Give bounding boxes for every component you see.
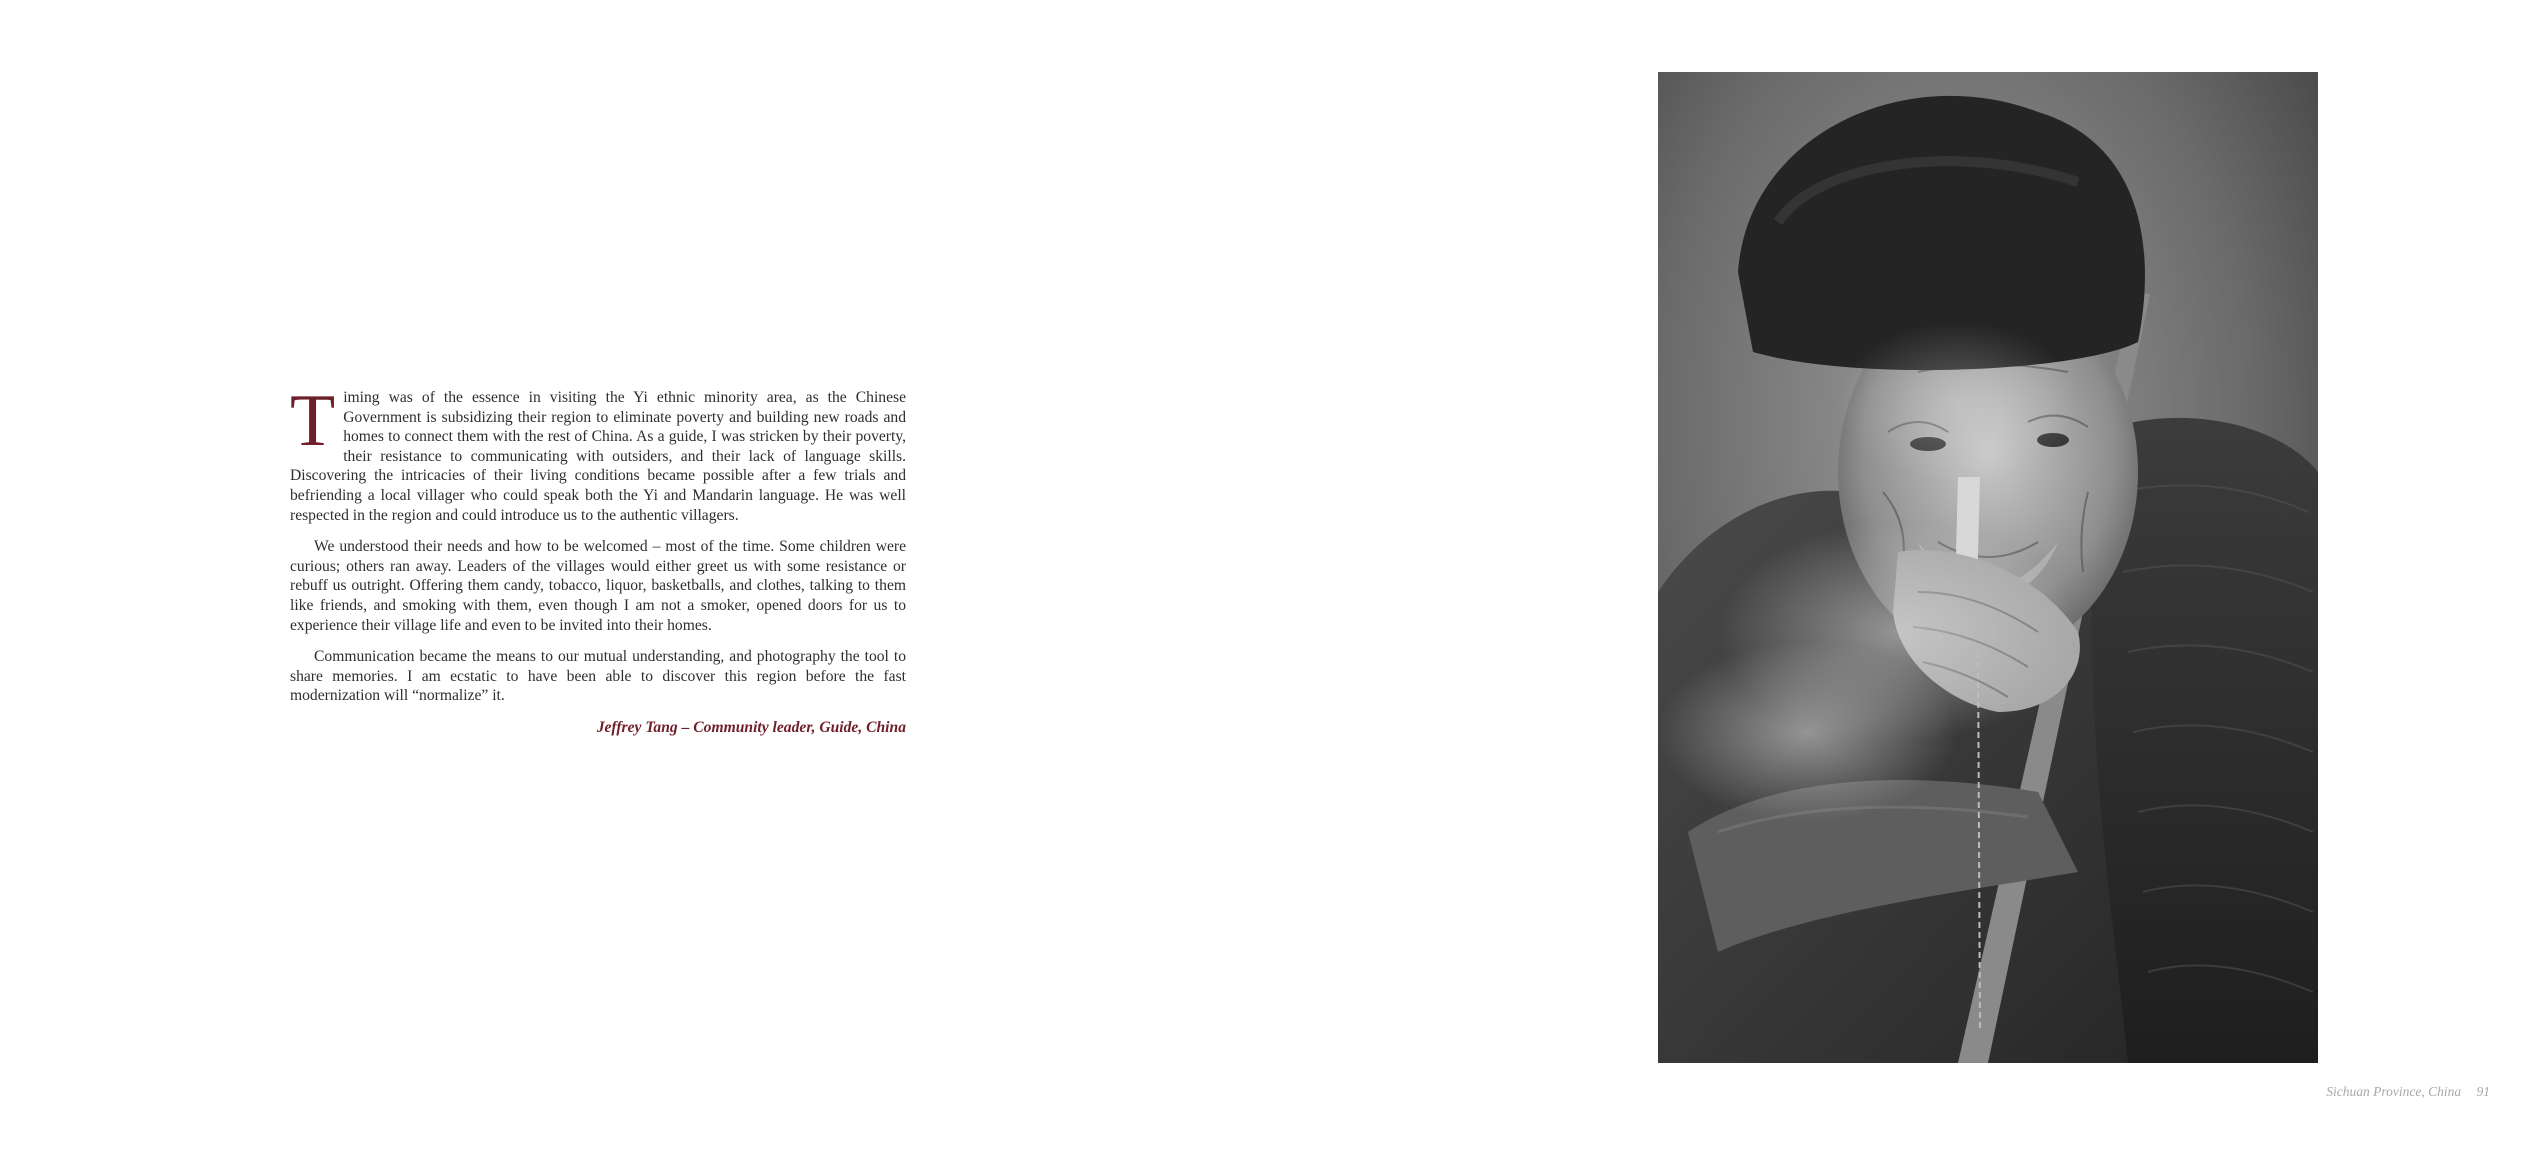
drop-cap: T — [290, 380, 336, 462]
paragraph-1 — [290, 380, 906, 525]
portrait-photo — [1658, 72, 2318, 1063]
page-number: 91 — [2476, 1084, 2490, 1099]
paragraph-1-text: iming was of the essence in visiting the Yi ethnic minority area, as the Chinese Government is subsidizing their region to eliminate poverty and building new roads and homes to connect them with the rest of China. As a guide, I was stricken by their poverty, their resistance to communicating with outsiders, and their lack of language skills. Discovering the intricacies of their living conditions became possible after a few trials and befriending a local villager who could speak both the Yi and Mandarin language. He was well respected in the region and could introduce us to the authentic villagers. — [290, 389, 906, 524]
portrait-image — [1658, 72, 2318, 1063]
author-signature: Jeffrey Tang – Community leader, Guide, China — [596, 718, 906, 736]
page-footer — [2326, 1084, 2490, 1100]
paragraph-3: Communication became the means to our mutual understanding, and photography the tool to share memories. I am ecstatic to have been able to discover this region before the fast modernization will “normalize” it. — [290, 648, 906, 705]
paragraph-2: We understood their needs and how to be welcomed – most of the time. Some children were curious; others ran away. Leaders of the villages would either greet us with some resistance or rebuff us outright. Offering them candy, tobacco, liquor, basketballs, and clothes, talking to them like friends, and smoking with them, even though I am not a smoker, opened doors for us to experience their village life and even to be invited into their homes. — [290, 538, 906, 634]
essay-text-block — [290, 380, 906, 738]
photo-caption: Sichuan Province, China — [2326, 1084, 2462, 1099]
